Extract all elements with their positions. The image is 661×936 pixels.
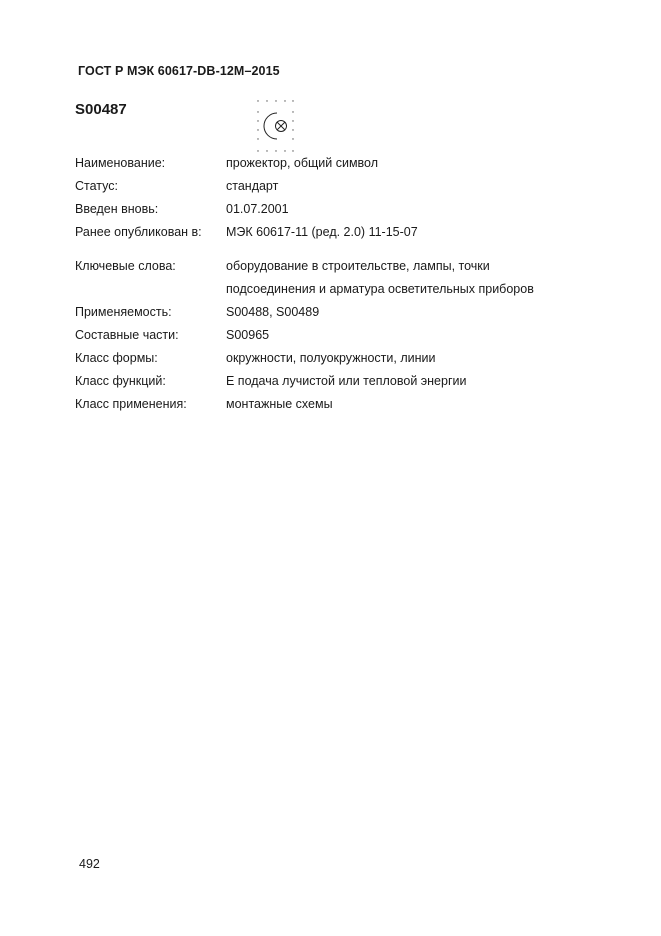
field-components-label: Составные части: — [75, 328, 179, 342]
field-function-class-label: Класс функций: — [75, 374, 166, 388]
symbol-code: S00487 — [75, 101, 127, 118]
field-introduced — [75, 198, 566, 221]
field-shape-class-label: Класс формы: — [75, 351, 158, 365]
field-status — [75, 175, 566, 198]
field-components-value: S00965 — [226, 328, 270, 342]
field-applicability — [75, 301, 566, 324]
field-previously-published-value: МЭК 60617-11 (ред. 2.0) 11-15-07 — [226, 225, 418, 239]
field-function-class — [75, 370, 566, 393]
field-application-class — [75, 393, 566, 416]
field-keywords-value — [226, 255, 566, 301]
field-shape-class-value: окружности, полуокружности, линии — [226, 351, 436, 365]
field-shape-class — [75, 347, 566, 370]
field-keywords-label: Ключевые слова: — [75, 259, 176, 273]
page-number: 492 — [79, 857, 100, 871]
field-application-class-label: Класс применения: — [75, 397, 187, 411]
field-previously-published — [75, 221, 566, 244]
field-status-label: Статус: — [75, 179, 118, 193]
field-application-class-value: монтажные схемы — [226, 397, 333, 411]
standard-header: ГОСТ Р МЭК 60617-DB-12M–2015 — [78, 64, 280, 78]
field-name — [75, 152, 566, 175]
field-name-value: прожектор, общий символ — [226, 156, 379, 170]
floodlight-symbol-icon — [253, 98, 297, 154]
field-applicability-label: Применяемость: — [75, 305, 172, 319]
field-applicability-value: S00488, S00489 — [226, 305, 320, 319]
field-keywords-value-line1: оборудование в строительстве, лампы, точки — [226, 259, 490, 273]
field-keywords — [75, 255, 566, 301]
field-keywords-value-line2: подсоединения и арматура осветительных приборов — [226, 282, 534, 296]
field-introduced-label: Введен вновь: — [75, 202, 159, 216]
field-components — [75, 324, 566, 347]
field-status-value: стандарт — [226, 179, 279, 193]
field-introduced-value: 01.07.2001 — [226, 202, 289, 216]
field-function-class-value: E подача лучистой или тепловой энергии — [226, 374, 467, 388]
field-previously-published-label: Ранее опубликован в: — [75, 225, 202, 239]
field-name-label: Наименование: — [75, 156, 166, 170]
